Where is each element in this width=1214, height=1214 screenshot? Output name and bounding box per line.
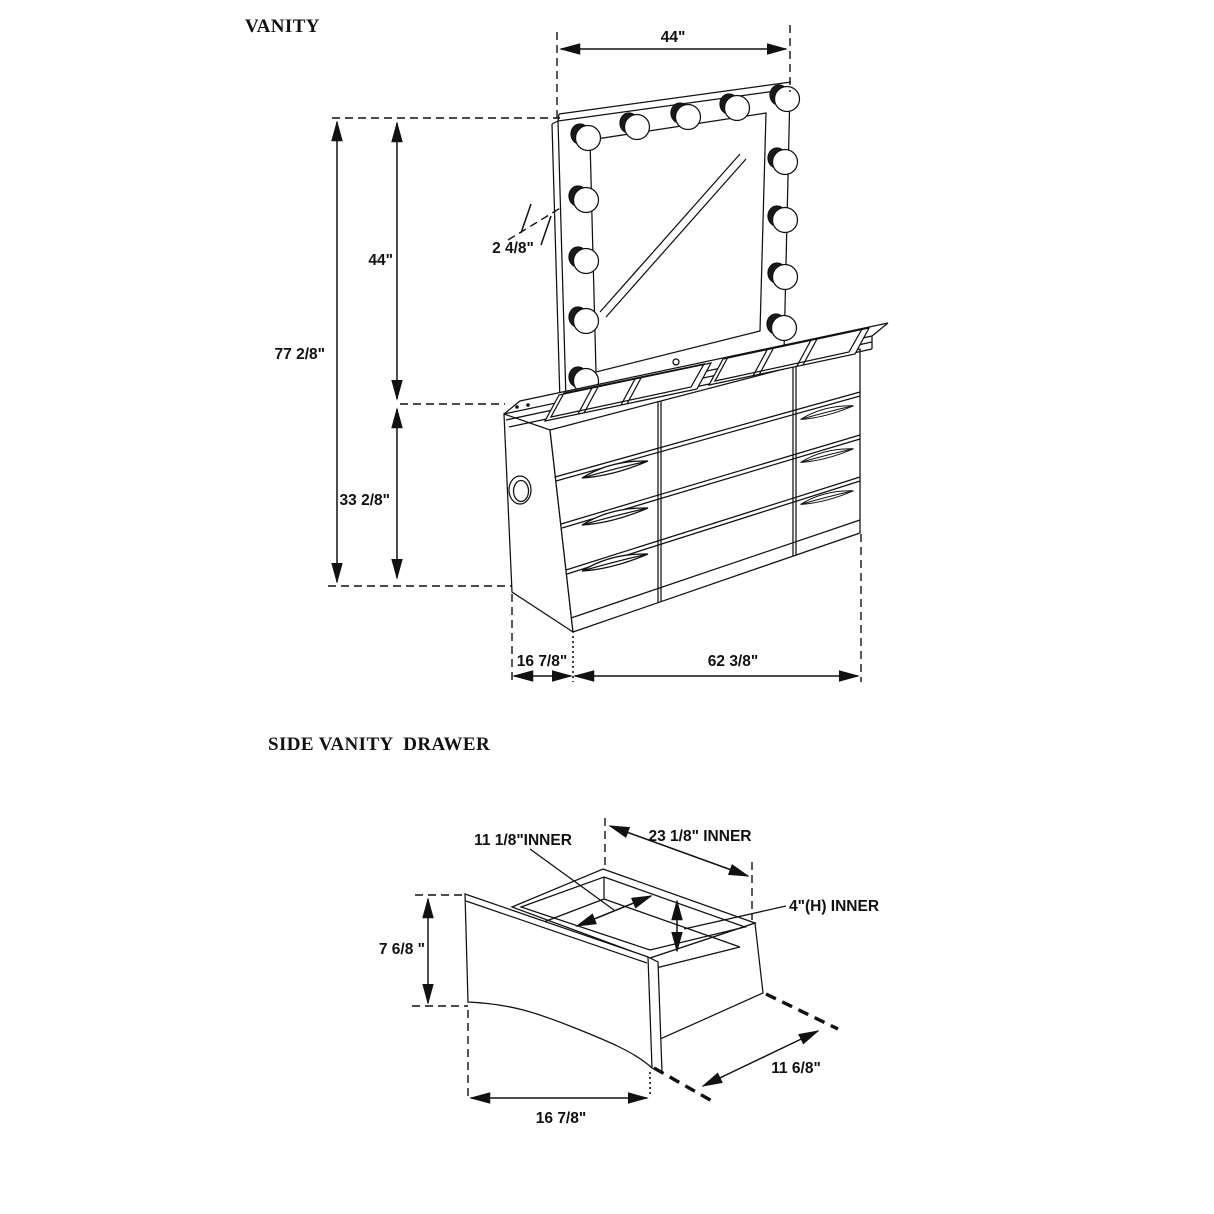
dim-mirror-height: 44" [368, 252, 393, 269]
dim-inner-height: 4"(H) INNER [789, 898, 880, 915]
dim-inner-depth: 11 1/8"INNER [474, 832, 572, 849]
dim-side-depth: 11 6/8" [771, 1060, 821, 1077]
dim-front-height: 7 6/8 " [378, 941, 425, 958]
dim-base-width: 62 3/8" [707, 653, 759, 670]
dim-total-height: 77 2/8" [274, 346, 325, 363]
figure1-title: VANITY [245, 16, 320, 37]
dim-front-width: 16 7/8" [535, 1110, 587, 1127]
figure2-title: SIDE VANITY DRAWER [268, 734, 491, 755]
dim-top-width: 44" [660, 29, 686, 46]
dim-dresser-height: 33 2/8" [339, 492, 390, 509]
dim-base-depth: 16 7/8" [516, 653, 568, 670]
dresser [504, 323, 888, 632]
dim-inner-width: 23 1/8" INNER [648, 828, 752, 845]
frame-depth-extension [508, 207, 562, 240]
dim-frame-depth: 2 4/8" [492, 240, 534, 257]
